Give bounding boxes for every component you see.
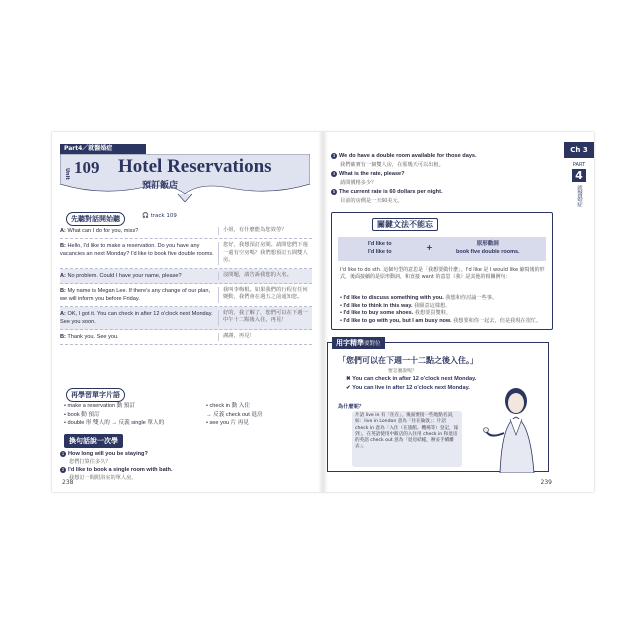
chapter-tab (564, 142, 594, 212)
example-zh: 我想要和你一起去，但是我現在很忙。 (453, 317, 542, 324)
dialog-en (60, 287, 218, 303)
speaker: A: (60, 272, 66, 279)
dialog-en-text: My name is Megan Lee. If there's any change of our plan, we will inform you before Friday. (60, 287, 211, 302)
dialog-zh: 謝謝，再見！ (218, 333, 310, 341)
number-badge: 3 (332, 152, 336, 158)
alt-zh: 我們確實有一個雙人房，在那幾天可以出租。 (340, 162, 444, 168)
dialog-section-tag: 先聽對話開始聽 (66, 212, 125, 226)
grammar-examples (340, 295, 550, 325)
alt-zh: 我想訂一間附浴室的單人房。 (69, 475, 137, 481)
alt-zh: 目前的房價是一天60美元。 (340, 198, 403, 204)
part-vertical: 就醫婚症 (576, 185, 582, 207)
phrase-item: • double 形 雙人的 → 反義 single 單人的 (64, 420, 165, 426)
alt-en: The current rate is 60 dollars per night. (339, 189, 443, 195)
alt-en: We do have a double room available for those days. (339, 153, 477, 159)
speaker: B: (60, 287, 66, 294)
dialog-row (60, 224, 312, 239)
grammar-plus: + (426, 243, 433, 252)
phrase-item: • book 動 預訂 (64, 411, 100, 418)
left-page (52, 132, 323, 492)
grammar-description: I'd like to do sth. 這個句型的意思是「我想要做什麼」。I'd like 是 I would like 縮寫後的形式，後面接續的是原形動詞，和直接 want 的意思（我）是其他的相關例句： (340, 267, 545, 280)
dialog-row (60, 307, 312, 330)
example-zh: 我願意這樣想。 (414, 302, 451, 309)
why-explanation: 片語 live in 有「住在」，後面要接一些地點名詞，如：live in London 意為「住在倫敦」；片語 check in 意為「入住（在旅館、機場等）登記，報到」，在英語使用中飯店的入住用 check in 和退房的英語 check out 意為「退房結帳，辦妥手續離去」。 (352, 411, 462, 467)
unit-title: Hotel Reservations (118, 156, 272, 177)
alt-item (331, 170, 553, 188)
usage-tag: 用字精準要對位 (332, 337, 385, 349)
audio-track[interactable]: 🎧 track 109 (142, 213, 177, 219)
part-number: 4 (572, 169, 586, 182)
example-en: I'd like to think in this way. (343, 302, 413, 309)
dialog-zh: 您好，我想預訂房間。請問您們下週一還有空房嗎？我們想預訂五間雙人房。 (218, 242, 310, 265)
dialog-en-text: No problem. Could I have your name, please? (67, 272, 182, 279)
example-zh: 我想和你討論一些事。 (445, 295, 498, 301)
dialog-en-text: Thank you. See you. (67, 333, 119, 340)
grammar-left: I'd like to I'd like to (368, 241, 392, 255)
dialog-row (60, 239, 312, 269)
speaker: B: (60, 243, 66, 249)
alt-zh: 您們打算住多久？ (69, 459, 111, 465)
unit-number: 109 (74, 158, 100, 177)
grammar-example: • I'd like to think in this way. 我願意這樣想。 (340, 302, 451, 309)
unit-prefix: Unit (64, 168, 70, 180)
dialog-en-text: OK, I got it. You can check in after 12 o'clock next Monday. See you soon. (60, 310, 213, 325)
dialog-en (60, 272, 218, 280)
grammar-example: • I'd like to discuss something with you. 我想和你討論一些事。 (340, 295, 498, 301)
book-spread (52, 132, 594, 492)
alt-en: I'd like to book a single room with bath. (68, 467, 173, 473)
alt-section-tag: 換句話說一次學 (64, 434, 123, 448)
grammar-box (331, 212, 553, 330)
phrases-col-2 (206, 402, 316, 428)
headphone-icon: 🎧 (142, 213, 149, 219)
speaker: A: (60, 310, 66, 317)
alt-item (60, 450, 312, 466)
example-en: I'd like to go with you, but I am busy now. (343, 317, 452, 324)
dialog-en (60, 227, 218, 235)
dialog-en (60, 310, 218, 326)
number-badge: 1 (61, 450, 65, 456)
alt-list (60, 450, 312, 482)
dialog-en (60, 242, 218, 265)
dialog-zh: 我叫李梅根。如果我們的行程有任何變動，我們會在週五之前通知您。 (218, 287, 310, 303)
alt-section (60, 437, 312, 482)
phrases-col-1 (64, 402, 194, 428)
usage-box (327, 339, 549, 472)
number-badge: 5 (332, 188, 336, 194)
page-number-right: 239 (540, 479, 552, 486)
grammar-title: 關鍵文法不能忘 (372, 219, 438, 230)
dialog-row (60, 330, 312, 345)
alt-item (331, 152, 553, 170)
page-number-left: 238 (62, 479, 74, 486)
phrase-item: • make a reservation 動 預訂 (64, 403, 135, 409)
dialog-zh: 小姐，有什麼能為您效勞？ (218, 227, 310, 235)
chapter-label: Ch 3 (564, 142, 594, 158)
dialog-row (60, 284, 312, 307)
alt-item (60, 466, 312, 482)
phrase-item: • check in 動 入住 (206, 403, 250, 409)
question: 「您們可以在下週一十二點之後入住。」 (338, 356, 478, 365)
number-badge: 4 (332, 170, 336, 176)
example-zh: 我想要買雙鞋。 (414, 310, 452, 317)
dialog-zh: 沒問題，請告訴我您的大名。 (218, 272, 310, 280)
speaker: B: (60, 333, 66, 340)
dialog-row (60, 269, 312, 284)
dialog-zh: 好的，我了解了，您們可以在下週一中午十二點後入住，再見！ (218, 310, 310, 326)
alt-item (331, 188, 553, 206)
alt-en: How long will you be staying? (68, 451, 148, 457)
option-wrong: ✖ You can check in after 12 o'clock next Monday. (346, 376, 477, 382)
why-label: 為什麼呢？ (338, 404, 364, 410)
right-page (323, 132, 594, 492)
phrase-item: → 反義 check out 退房 (206, 411, 263, 418)
example-en: I'd like to buy some shoes. (343, 310, 414, 317)
phrase-item: • see you 片 再見 (206, 420, 249, 426)
dialog-en-text: Hello, I'd like to make a reservation. Do you have any vacancies an next Monday? I'd like to book five double rooms. (60, 243, 214, 257)
grammar-example: • I'd like to buy some shoes. 我想要買雙鞋。 (340, 310, 452, 317)
part-tab (564, 158, 594, 212)
grammar-example: • I'd like to go with you, but I am busy now. 我想要和你一起去，但是我現在很忙。 (340, 317, 542, 324)
alt-en: What is the rate, please? (339, 171, 405, 177)
dialog-en-text: What can I do for you, miss? (67, 228, 139, 234)
option-right: ✔ You can live in after 12 o'clock next Monday. (346, 385, 470, 391)
grammar-right: 原形動詞 book five double rooms. (456, 241, 520, 255)
number-badge: 2 (61, 466, 65, 472)
dialog-en (60, 333, 218, 341)
alt-list-continued (331, 152, 553, 206)
question-sub: 要怎麼說呢？ (388, 369, 417, 374)
part-word: PART (572, 162, 586, 168)
unit-subtitle: 預訂飯店 (142, 181, 179, 191)
dialog-list (60, 224, 312, 345)
grammar-pattern (338, 237, 546, 261)
alt-zh: 請問價格多少？ (340, 180, 377, 186)
phrases-section-tag: 再學習單字片語 (66, 388, 125, 402)
woman-illustration (480, 383, 546, 473)
speaker: A: (60, 228, 66, 234)
example-en: I'd like to discuss something with you. (343, 295, 444, 301)
part-label: Part4／就醫婚症 (60, 144, 146, 154)
